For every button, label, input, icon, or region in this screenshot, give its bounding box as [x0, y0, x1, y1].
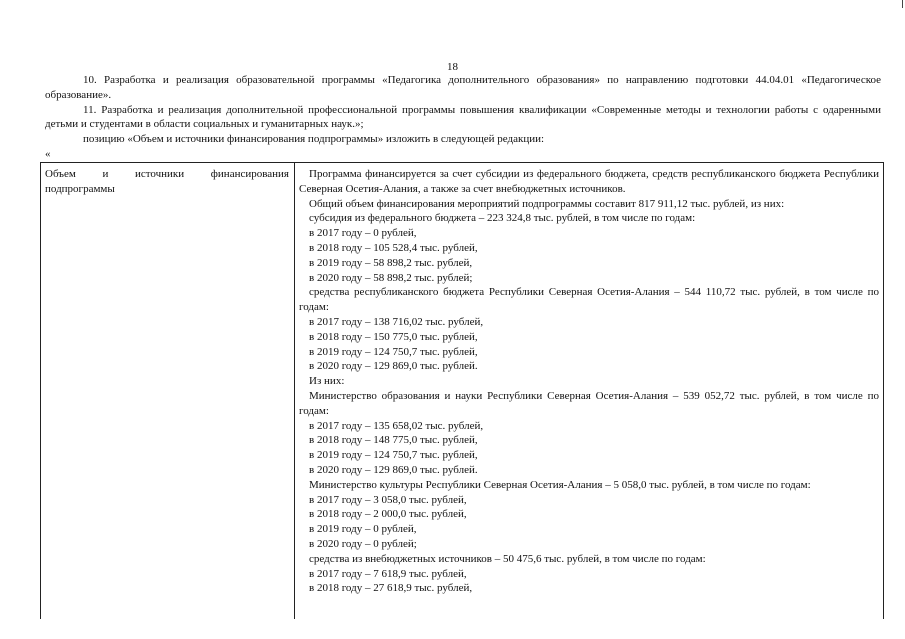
table-value-cell	[299, 167, 879, 596]
ministry-education-header: Министерство образования и науки Республики Северная Осетия-Алания – 539 052,72 тыс. рублей, в том числе по годам:	[299, 389, 879, 417]
financing-total: Общий объем финансирования мероприятий подпрограммы составит 817 911,12 тыс. рублей, из них:	[309, 197, 785, 210]
ministry-culture-year-item: в 2019 году – 0 рублей,	[309, 523, 417, 536]
federal-year-item: в 2020 году – 58 898,2 тыс. рублей;	[309, 271, 473, 284]
ministry-education-year-item: в 2017 году – 135 658,02 тыс. рублей,	[309, 419, 484, 432]
label-line-1: Объем и источники финансирования	[45, 168, 289, 180]
ministry-education-year-item: в 2018 году – 148 775,0 тыс. рублей,	[309, 434, 478, 447]
republic-year-item: в 2018 году – 150 775,0 тыс. рублей,	[309, 330, 478, 343]
paragraph-position: позицию «Объем и источники финансирования подпрограммы» изложить в следующей редакции:	[83, 133, 545, 146]
table-label-cell	[45, 167, 289, 197]
ministry-culture-year-item: в 2018 году – 2 000,0 тыс. рублей,	[309, 508, 467, 521]
federal-year-item: в 2017 году – 0 рублей,	[309, 227, 417, 240]
federal-year-item: в 2019 году – 58 898,2 тыс. рублей,	[309, 256, 473, 269]
extrabudgetary-year-item: в 2017 году – 7 618,9 тыс. рублей,	[309, 567, 467, 580]
federal-subsidy-header: субсидия из федерального бюджета – 223 324,8 тыс. рублей, в том числе по годам:	[309, 212, 696, 225]
of-which-label: Из них:	[309, 375, 345, 388]
republic-budget-header: средства республиканского бюджета Республики Северная Осетия-Алания – 544 110,72 тыс. рублей, в том числе по годам:	[299, 286, 879, 314]
republic-year-item: в 2017 году – 138 716,02 тыс. рублей,	[309, 315, 484, 328]
federal-year-item: в 2018 году – 105 528,4 тыс. рублей,	[309, 241, 478, 254]
ministry-culture-header: Министерство культуры Республики Северная Осетия-Алания – 5 058,0 тыс. рублей, в том числе по годам:	[309, 478, 811, 491]
column-divider	[294, 163, 295, 619]
financing-intro: Программа финансируется за счет субсидии из федерального бюджета, средств республиканского бюджета Республики Северная Осетия-Алания, а также за счет внебюджетных источников.	[299, 168, 879, 195]
paragraph-10: 10. Разработка и реализация образовательной программы «Педагогика дополнительного образования» по направлению подготовки 44.04.01 «Педагогическое образование».	[45, 74, 881, 101]
extrabudgetary-year-item: в 2018 году – 27 618,9 тыс. рублей,	[309, 582, 473, 595]
intro-text	[45, 73, 881, 161]
financing-table	[40, 162, 884, 619]
page-number: 18	[447, 61, 458, 73]
ministry-education-year-item: в 2019 году – 124 750,7 тыс. рублей,	[309, 449, 478, 462]
ministry-education-year-item: в 2020 году – 129 869,0 тыс. рублей.	[309, 463, 478, 476]
page-edge-mark	[902, 0, 903, 8]
opening-quote: «	[45, 147, 51, 160]
extrabudgetary-header: средства из внебюджетных источников – 50 475,6 тыс. рублей, в том числе по годам:	[309, 552, 706, 565]
ministry-culture-year-item: в 2017 году – 3 058,0 тыс. рублей,	[309, 493, 467, 506]
republic-year-item: в 2020 году – 129 869,0 тыс. рублей.	[309, 360, 478, 373]
republic-year-item: в 2019 году – 124 750,7 тыс. рублей,	[309, 345, 478, 358]
ministry-culture-year-item: в 2020 году – 0 рублей;	[309, 537, 417, 550]
label-line-2: подпрограммы	[45, 182, 115, 195]
paragraph-11: 11. Разработка и реализация дополнительной профессиональной программы повышения квалификации «Современные методы и технологии работы с одаренными детьми и студентами в области социальных и гуманитарных наук.»;	[45, 103, 881, 131]
